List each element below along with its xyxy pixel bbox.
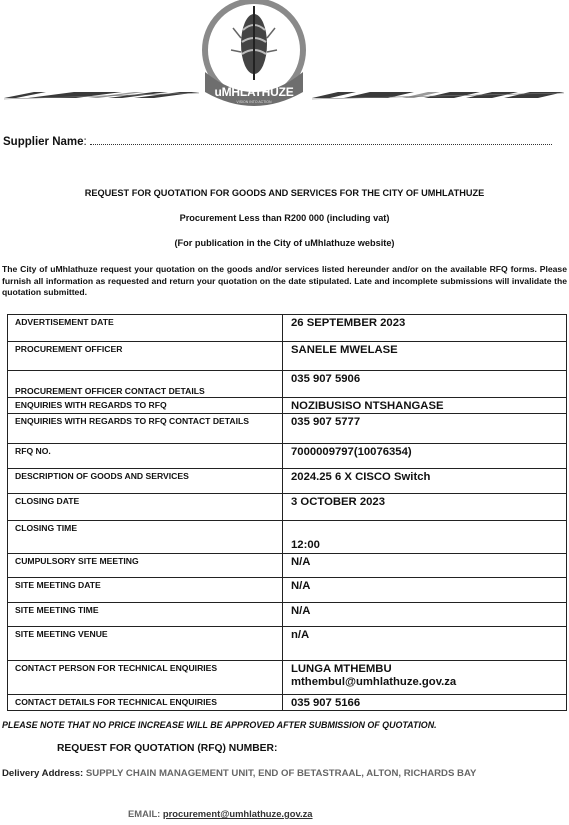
row-label: RFQ NO.	[8, 444, 283, 469]
row-value: 035 907 5777	[283, 414, 567, 444]
table-row	[8, 603, 567, 627]
row-label: CLOSING DATE	[8, 494, 283, 521]
technical-contact-name: LUNGA MTHEMBU	[291, 663, 392, 675]
table-row	[8, 444, 567, 469]
email-link[interactable]: procurement@umhlathuze.gov.za	[162, 808, 313, 819]
price-increase-note: PLEASE NOTE THAT NO PRICE INCREASE WILL BE APPROVED AFTER SUBMISSION OF QUOTATION.	[2, 720, 437, 730]
logo-city-label: CITY OF	[245, 80, 263, 85]
table-row	[8, 342, 567, 371]
row-label: ENQUIRIES WITH REGARDS TO RFQ	[8, 398, 283, 414]
row-value: 12:00	[283, 521, 567, 554]
row-value	[283, 661, 567, 695]
email-label: EMAIL:	[128, 808, 161, 819]
row-label: CONTACT DETAILS FOR TECHNICAL ENQUIRIES	[8, 695, 283, 711]
table-row	[8, 469, 567, 494]
row-label: ENQUIRIES WITH REGARDS TO RFQ CONTACT DETAILS	[8, 414, 283, 444]
rfq-details-table	[7, 314, 567, 711]
procurement-threshold: Procurement Less than R200 000 (including vat)	[179, 213, 390, 223]
rfq-number-label: REQUEST FOR QUOTATION (RFQ) NUMBER:	[57, 743, 278, 754]
table-row	[8, 371, 567, 398]
delivery-address-label: Delivery Address:	[2, 768, 84, 779]
row-value: 2024.25 6 X CISCO Switch	[283, 469, 567, 494]
publication-note: (For publication in the City of uMhlathuze website)	[174, 238, 395, 248]
delivery-address-value: SUPPLY CHAIN MANAGEMENT UNIT, END OF BETASTRAAL, ALTON, RICHARDS BAY	[85, 768, 477, 779]
row-label: CLOSING TIME	[8, 521, 283, 554]
row-value: 035 907 5906	[283, 371, 567, 398]
row-value: SANELE MWELASE	[283, 342, 567, 371]
table-row	[8, 627, 567, 661]
supplier-name-separator: :	[83, 136, 87, 148]
table-row	[8, 315, 567, 342]
table-row	[8, 521, 567, 554]
decorative-stripe-right	[312, 88, 564, 100]
row-label: PROCUREMENT OFFICER CONTACT DETAILS	[8, 371, 283, 398]
row-label: CUMPULSORY SITE MEETING	[8, 554, 283, 578]
supplier-name-blank-line	[90, 136, 552, 145]
procurement-email	[128, 808, 313, 819]
delivery-address	[2, 768, 564, 781]
row-value: 3 OCTOBER 2023	[283, 494, 567, 521]
row-value: 7000009797(10076354)	[283, 444, 567, 469]
intro-paragraph: The City of uMhlathuze request your quotation on the goods and/or services listed hereunder and/or on the available RFQ forms. Please furnish all information as requested and return your quotation on the date stipulated. Late and incomplete submissions will invalidate the quotation submitted.	[2, 264, 567, 297]
row-label: CONTACT PERSON FOR TECHNICAL ENQUIRIES	[8, 661, 283, 695]
table-row	[8, 695, 567, 711]
supplier-name-label: Supplier Name	[3, 136, 84, 148]
logo-tagline: VISION INTO ACTION	[236, 100, 272, 104]
logo-wordmark: uMHLATHUZE	[214, 85, 294, 99]
row-value: 26 SEPTEMBER 2023	[283, 315, 567, 342]
row-value: N/A	[283, 578, 567, 603]
row-value: N/A	[283, 554, 567, 578]
table-row	[8, 414, 567, 444]
technical-contact-email[interactable]: mthembul@umhlathuze.gov.za	[291, 676, 457, 688]
row-value: n/A	[283, 627, 567, 661]
row-label: ADVERTISEMENT DATE	[8, 315, 283, 342]
row-value: N/A	[283, 603, 567, 627]
document-header	[0, 0, 569, 118]
row-label: SITE MEETING VENUE	[8, 627, 283, 661]
table-row	[8, 554, 567, 578]
row-label: SITE MEETING TIME	[8, 603, 283, 627]
row-value: 035 907 5166	[283, 695, 567, 711]
row-label: SITE MEETING DATE	[8, 578, 283, 603]
supplier-name-field	[3, 136, 552, 148]
table-row	[8, 398, 567, 414]
document-title: REQUEST FOR QUOTATION FOR GOODS AND SERVICES FOR THE CITY OF UMHLATHUZE	[84, 188, 485, 198]
row-label: DESCRIPTION OF GOODS AND SERVICES	[8, 469, 283, 494]
table-row	[8, 661, 567, 695]
table-row	[8, 578, 567, 603]
decorative-stripe-left	[4, 88, 199, 100]
row-value: NOZIBUSISO NTSHANGASE	[283, 398, 567, 414]
table-row	[8, 494, 567, 521]
row-label: PROCUREMENT OFFICER	[8, 342, 283, 371]
